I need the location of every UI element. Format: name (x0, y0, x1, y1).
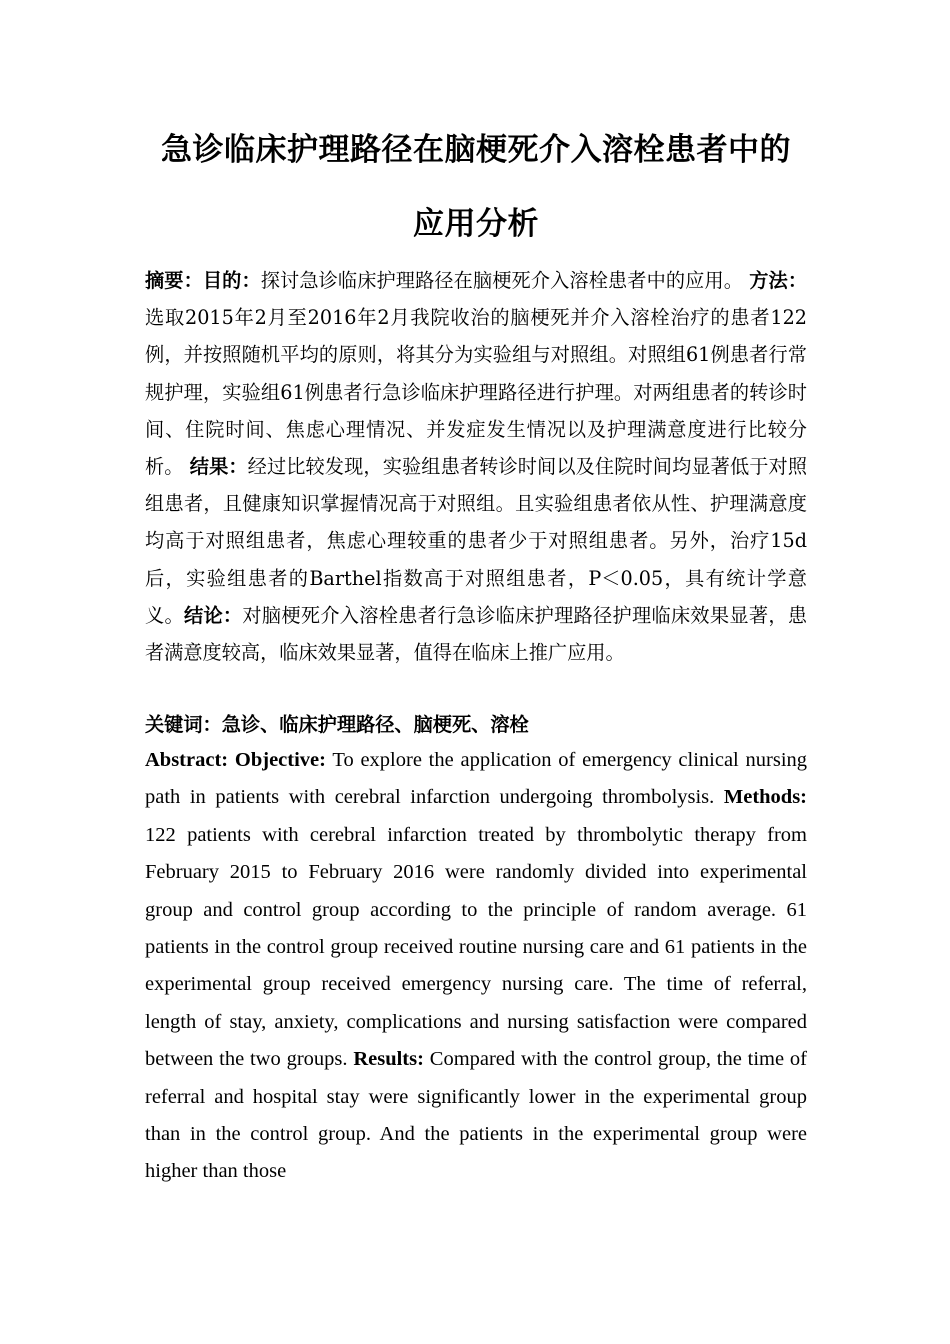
paper-title-line-2: 应用分析 (413, 206, 539, 242)
objective-label-en: Objective: (234, 749, 326, 771)
abstract-label-en: Abstract: (145, 749, 229, 771)
objective-text-cn: 探讨急诊临床护理路径在脑梗死介入溶栓患者中的应用。 (260, 269, 744, 292)
english-abstract (145, 742, 807, 1191)
paper-title-line-1: 急诊临床护理路径在脑梗死介入溶栓患者中的 (161, 132, 791, 168)
methods-label-cn: 方法： (749, 269, 808, 292)
results-label-en: Results: (353, 1048, 424, 1071)
results-label-cn: 结果： (189, 455, 248, 479)
abstract-label-cn: 摘要： (145, 269, 203, 292)
methods-text-cn: 选取2015年2月至2016年2月我院收治的脑梗死并介入溶栓治疗的患者122例，并按照随机平均的原则，将其分为实验组与对照组。对照组61例患者行常规护理，实验组61例患者行急诊临床护理路径进行护理。对两组患者的转诊时间、住院时间、焦虑心理情况、并发症发生情况以及护理满意度进行比较分析。 (145, 306, 807, 479)
conclusion-text-cn: 对脑梗死介入溶栓患者行急诊临床护理路径护理临床效果显著，患者满意度较高，临床效果显著，值得在临床上推广应用。 (145, 603, 808, 665)
chinese-abstract (145, 262, 807, 671)
methods-label-en: Methods: (723, 786, 808, 809)
conclusion-label-cn: 结论： (183, 603, 243, 627)
results-text-cn: 经过比较发现，实验组患者转诊时间以及住院时间均显著低于对照组患者，且健康知识掌握情况高于对照组。且实验组患者依从性、护理满意度均高于对照组患者，焦虑心理较重的患者少于对照组患者。另外，治疗15d后，实验组患者的Barthel指数高于对照组患者，P＜0.05，具有统计学意义。 (145, 455, 808, 627)
methods-text-en: 122 patients with cerebral infarction treated by thrombolytic therapy from February 2015 to February 2016 were randomly divided into experimental group and control group according to the principle of random average. 61 patients in the control group received routine nursing care and 61 patients in the experimental group received emergency nursing care. The time of referral, length of stay, anxiety, complications and nursing satisfaction were compared between the two groups. (145, 823, 807, 1071)
keywords-cn (145, 706, 807, 743)
objective-label-cn: 目的： (202, 269, 261, 292)
results-text-en: Compared with the control group, the time of referral and hospital stay were significantly lower in the experimental group than in the control group. And the patients in the experimental group were higher than those (145, 1048, 807, 1183)
keywords-text: 关键词：急诊、临床护理路径、脑梗死、溶栓 (145, 713, 529, 736)
objective-text-en: To explore the application of emergency clinical nursing path in patients with cerebral infarction undergoing thrombolysis. (145, 749, 808, 809)
